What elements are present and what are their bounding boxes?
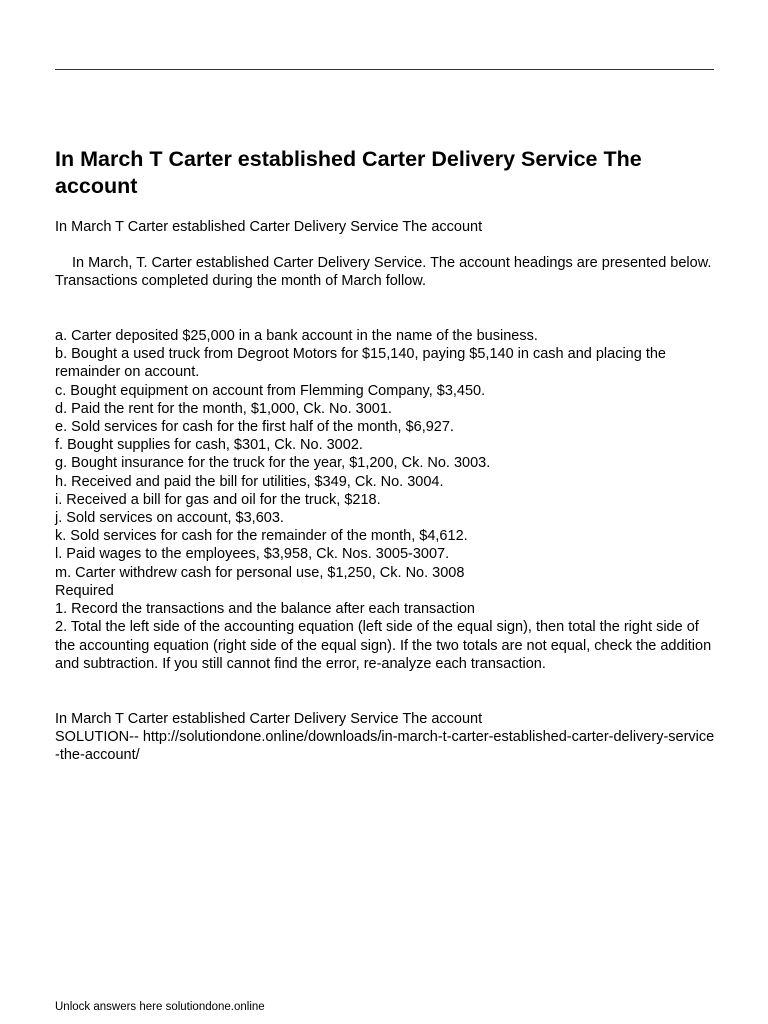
transaction-item: k. Sold services for cash for the remainder of the month, $4,612. (55, 528, 468, 545)
transaction-item: a. Carter deposited $25,000 in a bank account in the name of the business. (55, 328, 538, 344)
solution-title: In March T Carter established Carter Delivery Service The account (55, 711, 483, 727)
required-item: 2. Total the left side of the accounting equation (left side of the equal sign), then total the right side of the accounting equation (right side of the equal sign). If the two totals are not equal, check the addition and subtraction. If you still cannot find the error, re-analyze each transaction. (55, 619, 712, 672)
transaction-item: b. Bought a used truck from Degroot Motors for $15,140, paying $5,140 in cash and placing the remainder on account. (55, 346, 666, 381)
solution-link[interactable]: http://solutiondone.online/downloads/in-march-t-carter-established-carter-delivery-service-the-account/ (55, 729, 715, 763)
transaction-list (55, 327, 715, 582)
transaction-item: c. Bought equipment on account from Flemming Company, $3,450. (55, 382, 486, 399)
required-heading: Required (55, 583, 114, 599)
transaction-item: i. Received a bill for gas and oil for the truck, $218. (55, 491, 381, 508)
transaction-item: g. Bought insurance for the truck for the year, $1,200, Ck. No. 3003. (55, 455, 491, 472)
footer-text: Unlock answers here solutiondone.online (55, 1001, 265, 1013)
top-divider (55, 69, 714, 70)
transaction-item: l. Paid wages to the employees, $3,958, Ck. Nos. 3005-3007. (55, 546, 450, 563)
required-section (55, 582, 715, 673)
transaction-item: e. Sold services for cash for the first half of the month, $6,927. (55, 419, 454, 436)
solution-section (55, 710, 715, 764)
document-subtitle: In March T Carter established Carter Delivery Service The account (55, 219, 483, 235)
required-item: 1. Record the transactions and the balance after each transaction (55, 601, 475, 618)
intro-paragraph: In March, T. Carter established Carter Delivery Service. The account headings are presented below. Transactions completed during the month of March follow. (55, 255, 712, 289)
transaction-item: h. Received and paid the bill for utilities, $349, Ck. No. 3004. (55, 473, 444, 490)
transaction-item: d. Paid the rent for the month, $1,000, Ck. No. 3001. (55, 400, 392, 417)
transaction-item: m. Carter withdrew cash for personal use, $1,250, Ck. No. 3008 (55, 564, 465, 581)
solution-line (55, 728, 715, 764)
transaction-item: f. Bought supplies for cash, $301, Ck. No. 3002. (55, 437, 363, 454)
transaction-item: j. Sold services on account, $3,603. (55, 510, 284, 527)
solution-prefix: SOLUTION-- (55, 729, 143, 745)
document-title: In March T Carter established Carter Delivery Service The account (55, 147, 642, 198)
